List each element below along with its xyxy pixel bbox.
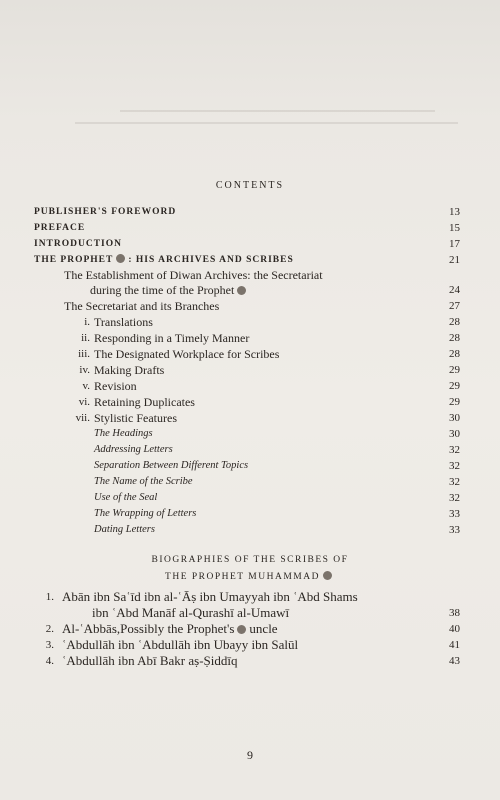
entry-title: Stylistic Features [94, 411, 177, 425]
entry-page: 30 [449, 428, 460, 440]
entry-page: 21 [449, 254, 460, 266]
entry-page: 43 [449, 655, 460, 667]
entry-title [90, 283, 249, 297]
entry-page: 32 [449, 444, 460, 456]
contents-heading: CONTENTS [215, 180, 285, 191]
page-number: 9 [247, 748, 253, 762]
entry-number: 1. [45, 591, 54, 603]
entry-title: ibn ʿAbd Manāf al-Qurashī al-Umawī [92, 605, 290, 620]
entry-title: Use of the Seal [94, 492, 158, 503]
entry-title: Making Drafts [94, 363, 165, 377]
entry-page: 33 [449, 508, 460, 520]
entry-page: 15 [449, 222, 460, 234]
entry-title: Abān ibn Saʿīd ibn al-ʿĀṣ ibn Umayyah ibn ʿAbd Shams [62, 589, 358, 604]
honorific-icon [116, 254, 125, 263]
entry-page: 27 [449, 300, 460, 312]
entry-title-part: during the time of the Prophet [90, 283, 235, 297]
entry-title: Addressing Letters [94, 444, 173, 455]
entry-title: Retaining Duplicates [94, 395, 195, 409]
show-through-text [30, 100, 480, 140]
entry-number: 3. [45, 639, 54, 651]
entry-page: 29 [449, 396, 460, 408]
honorific-icon [323, 571, 332, 580]
entry-title: The Establishment of Diwan Archives: the Secretariat [64, 268, 323, 282]
entry-title-part: : HIS ARCHIVES AND SCRIBES [128, 255, 294, 265]
entry-title: PREFACE [34, 223, 86, 233]
entry-title [62, 622, 278, 636]
entry-title: The Secretariat and its Branches [64, 299, 220, 313]
entry-page: 28 [449, 316, 460, 328]
entry-page: 32 [449, 476, 460, 488]
entry-title: The Designated Workplace for Scribes [94, 347, 280, 361]
entry-page: 41 [449, 639, 460, 651]
honorific-icon [237, 286, 246, 295]
entry-title: The Wrapping of Letters [94, 508, 197, 519]
entry-number: 2. [45, 623, 54, 635]
roman-numeral: v. [82, 380, 90, 392]
entry-title: Dating Letters [94, 524, 155, 535]
entry-page: 32 [449, 492, 460, 504]
entry-number: 4. [45, 655, 54, 667]
entry-title: INTRODUCTION [34, 239, 123, 249]
entry-page: 28 [449, 348, 460, 360]
entry-title: ʿAbdullāh ibn Abī Bakr aṣ-Ṣiddīq [62, 653, 238, 668]
section-heading-line2 [0, 571, 500, 582]
entry-page: 40 [449, 623, 460, 635]
entry-title-part: THE PROPHET [34, 255, 114, 265]
roman-numeral: vi. [78, 396, 90, 408]
entry-title: Revision [94, 379, 137, 393]
entry-page: 13 [449, 206, 460, 218]
roman-numeral: i. [84, 316, 90, 328]
entry-title-part: Al-ʿAbbās,Possibly the Prophet's [62, 621, 235, 636]
entry-page: 30 [449, 412, 460, 424]
entry-title: ʿAbdullāh ibn ʿAbdullāh ibn Ubayy ibn Salūl [62, 637, 299, 652]
entry-page: 32 [449, 460, 460, 472]
entry-title: PUBLISHER'S FOREWORD [34, 207, 177, 217]
entry-title [34, 253, 294, 267]
section-heading: BIOGRAPHIES OF THE SCRIBES OF [151, 555, 349, 565]
entry-title: Separation Between Different Topics [94, 460, 249, 471]
entry-title: Translations [94, 315, 153, 329]
entry-page: 28 [449, 332, 460, 344]
entry-title-part: uncle [249, 621, 278, 636]
entry-title: The Name of the Scribe [94, 476, 193, 487]
entry-page: 29 [449, 364, 460, 376]
roman-numeral: iii. [78, 348, 90, 360]
entry-title: Responding in a Timely Manner [94, 331, 250, 345]
entry-page: 29 [449, 380, 460, 392]
entry-page: 38 [449, 607, 460, 619]
entry-page: 17 [449, 238, 460, 250]
roman-numeral: vii. [75, 412, 90, 424]
honorific-icon [237, 625, 246, 634]
roman-numeral: ii. [81, 332, 90, 344]
roman-numeral: iv. [79, 364, 90, 376]
entry-title: The Headings [94, 428, 153, 439]
entry-page: 33 [449, 524, 460, 536]
entry-page: 24 [449, 284, 460, 296]
section-heading-text: THE PROPHET MUHAMMAD [165, 572, 320, 582]
